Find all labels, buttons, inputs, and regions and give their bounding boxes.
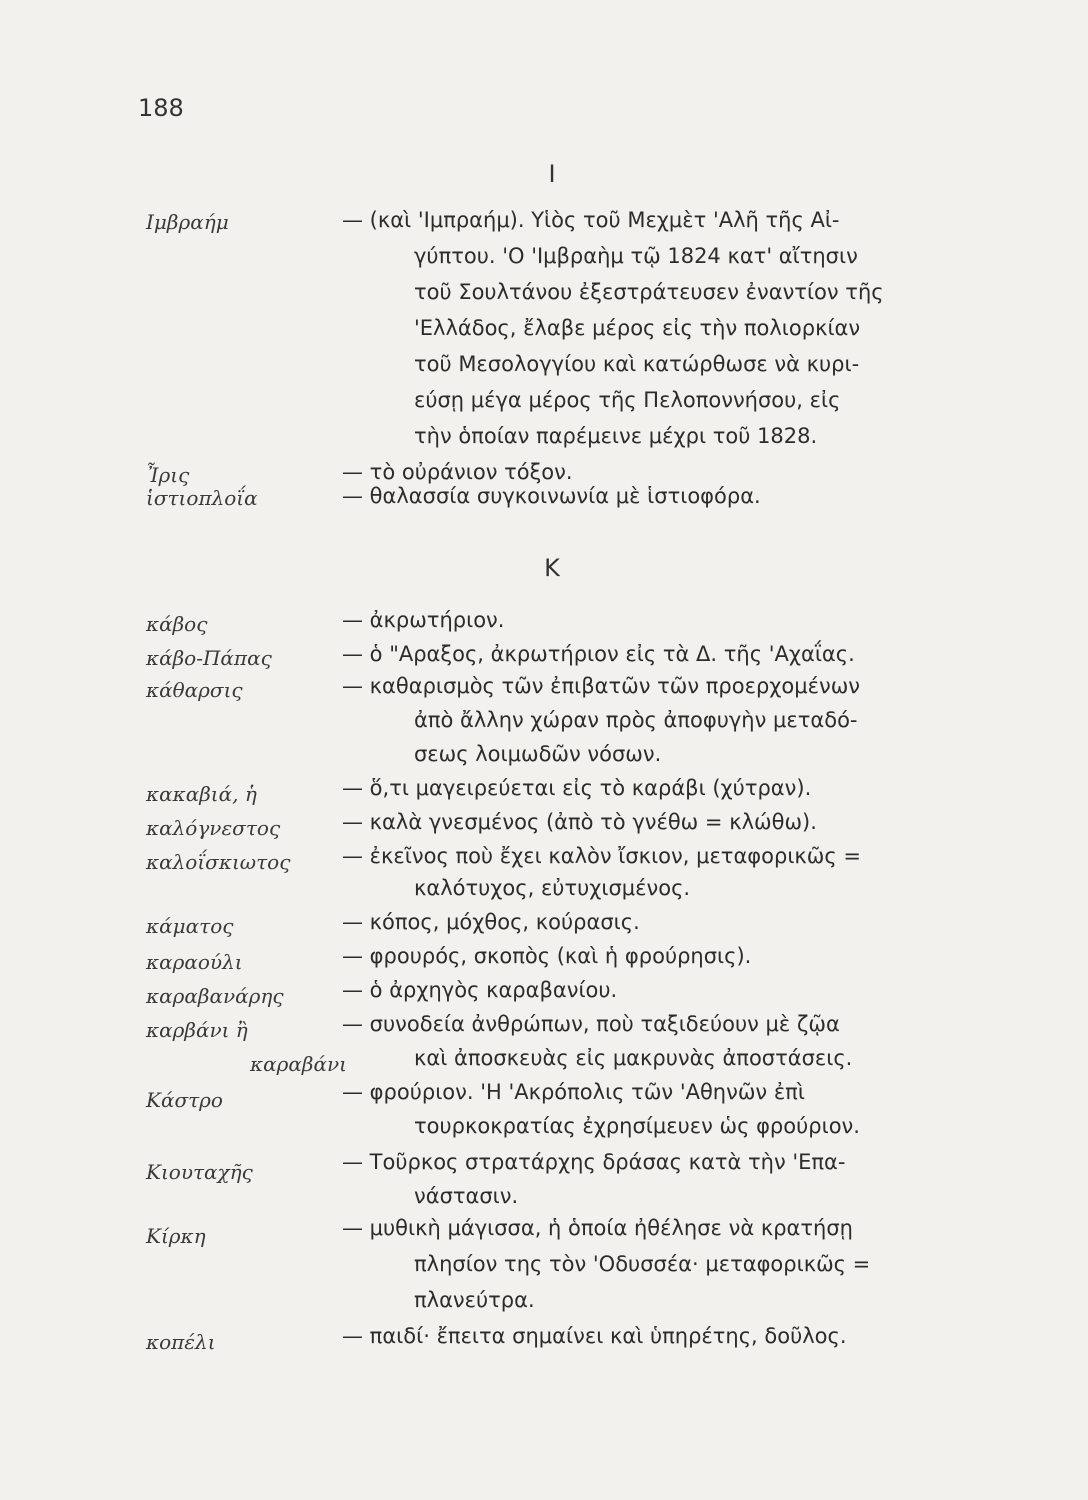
entry-definition: — ἐκεῖνος ποὺ ἔχει καλὸν ἴσκιον, μεταφορικῶς =: [342, 844, 861, 868]
entry-term: κάβο-Πάπας: [146, 646, 272, 670]
entry-definition: — φρουρός, σκοπὸς (καὶ ἡ φρούρησις).: [342, 944, 752, 968]
entry-definition: — κόπος, μόχθος, κούρασις.: [342, 910, 640, 934]
entry-definition-continued: γύπτου. 'Ο 'Ιμβραὴμ τῷ 1824 κατ' αἴτησιν: [414, 244, 858, 268]
entry-definition: — καλὰ γνεσμένος (ἀπὸ τὸ γνέθω = κλώθω).: [342, 810, 817, 834]
entry-term: καρβάνι ἢ: [146, 1018, 248, 1042]
entry-term: κακαβιά, ἡ: [146, 782, 257, 806]
entry-term: Κίρκη: [146, 1224, 206, 1248]
entry-definition-continued: νάστασιν.: [414, 1184, 519, 1208]
entry-definition-continued: τὴν ὁποίαν παρέμεινε μέχρι τοῦ 1828.: [414, 424, 818, 448]
entry-term: καραβανάρης: [146, 984, 284, 1008]
entry-term: Ιμβραήμ: [146, 210, 229, 234]
entry-definition: — καθαρισμὸς τῶν ἐπιβατῶν τῶν προερχομένων: [342, 674, 861, 698]
entry-term: Κάστρο: [146, 1088, 223, 1112]
entry-definition: — παιδί· ἔπειτα σημαίνει καὶ ὑπηρέτης, δοῦλος.: [342, 1324, 847, 1348]
entry-definition: — φρούριον. 'Η 'Ακρόπολις τῶν 'Αθηνῶν ἐπὶ: [342, 1080, 805, 1104]
entry-term: Ἶρις: [146, 463, 190, 487]
entry-definition: — ἀκρωτήριον.: [342, 608, 505, 632]
entry-definition: — ὅ,τι μαγειρεύεται εἰς τὸ καράβι (χύτραν).: [342, 776, 812, 800]
entry-definition: — συνοδεία ἀνθρώπων, ποὺ ταξιδεύουν μὲ ζῷα: [342, 1012, 840, 1036]
entry-definition: — ὁ ἀρχηγὸς καραβανίου.: [342, 978, 618, 1002]
entry-definition: — ὁ "Αραξος, ἀκρωτήριον εἰς τὰ Δ. τῆς 'Αχαΐας.: [342, 642, 855, 666]
entry-term: κάβος: [146, 612, 208, 636]
entry-definition: — Τοῦρκος στρατάρχης δράσας κατὰ τὴν 'Επα-: [342, 1150, 846, 1174]
entry-term: καλοΐσκιωτος: [146, 850, 291, 874]
entry-definition: — μυθικὴ μάγισσα, ἡ ὁποία ἠθέλησε νὰ κρατήσῃ: [342, 1216, 853, 1240]
entry-definition: — (καὶ 'Ιμπραήμ). Υἱὸς τοῦ Μεχμὲτ 'Αλῆ τῆς Αἰ-: [342, 208, 840, 232]
entry-term: καραούλι: [146, 950, 243, 974]
entry-definition-continued: τοῦ Σουλτάνου ἐξεστράτευσεν ἐναντίον τῆς: [414, 280, 884, 304]
entry-definition-continued: καλότυχος, εὐτυχισμένος.: [414, 876, 691, 900]
entry-term-variant: καραβάνι: [250, 1052, 347, 1076]
entry-definition-continued: σεως λοιμωδῶν νόσων.: [414, 742, 662, 766]
entry-definition-continued: καὶ ἀποσκευὰς εἰς μακρυνὰς ἀποστάσεις.: [414, 1046, 853, 1070]
entry-term: κοπέλι: [146, 1330, 216, 1354]
entry-term: καλόγνεστος: [146, 816, 281, 840]
entry-definition-continued: ἀπὸ ἄλλην χώραν πρὸς ἀποφυγὴν μεταδό-: [414, 708, 858, 732]
entry-definition: — τὸ οὐράνιον τόξον.: [342, 460, 573, 484]
entry-definition-continued: τοῦ Μεσολογγίου καὶ κατώρθωσε νὰ κυρι-: [414, 352, 860, 376]
entry-definition-continued: πλησίον της τὸν 'Οδυσσέα· μεταφορικῶς =: [414, 1252, 871, 1276]
entry-definition-continued: εύσῃ μέγα μέρος τῆς Πελοποννήσου, εἰς: [414, 388, 841, 412]
page-number: 188: [138, 94, 184, 122]
entry-definition: — θαλασσία συγκοινωνία μὲ ἱστιοφόρα.: [342, 484, 761, 508]
entry-term: Κιουταχῆς: [146, 1160, 253, 1184]
section-heading-iota: Ι: [548, 160, 556, 188]
entry-term: κάματος: [146, 914, 234, 938]
section-heading-kappa: Κ: [544, 554, 560, 582]
entry-term: ἱστιοπλοΐα: [146, 486, 258, 510]
entry-definition-continued: τουρκοκρατίας ἐχρησίμευεν ὡς φρούριον.: [414, 1114, 860, 1138]
entry-definition-continued: πλανεύτρα.: [414, 1288, 535, 1312]
entry-term: κάθαρσις: [146, 678, 243, 702]
entry-definition-continued: 'Ελλάδος, ἔλαβε μέρος εἰς τὴν πολιορκίαν: [414, 316, 861, 340]
